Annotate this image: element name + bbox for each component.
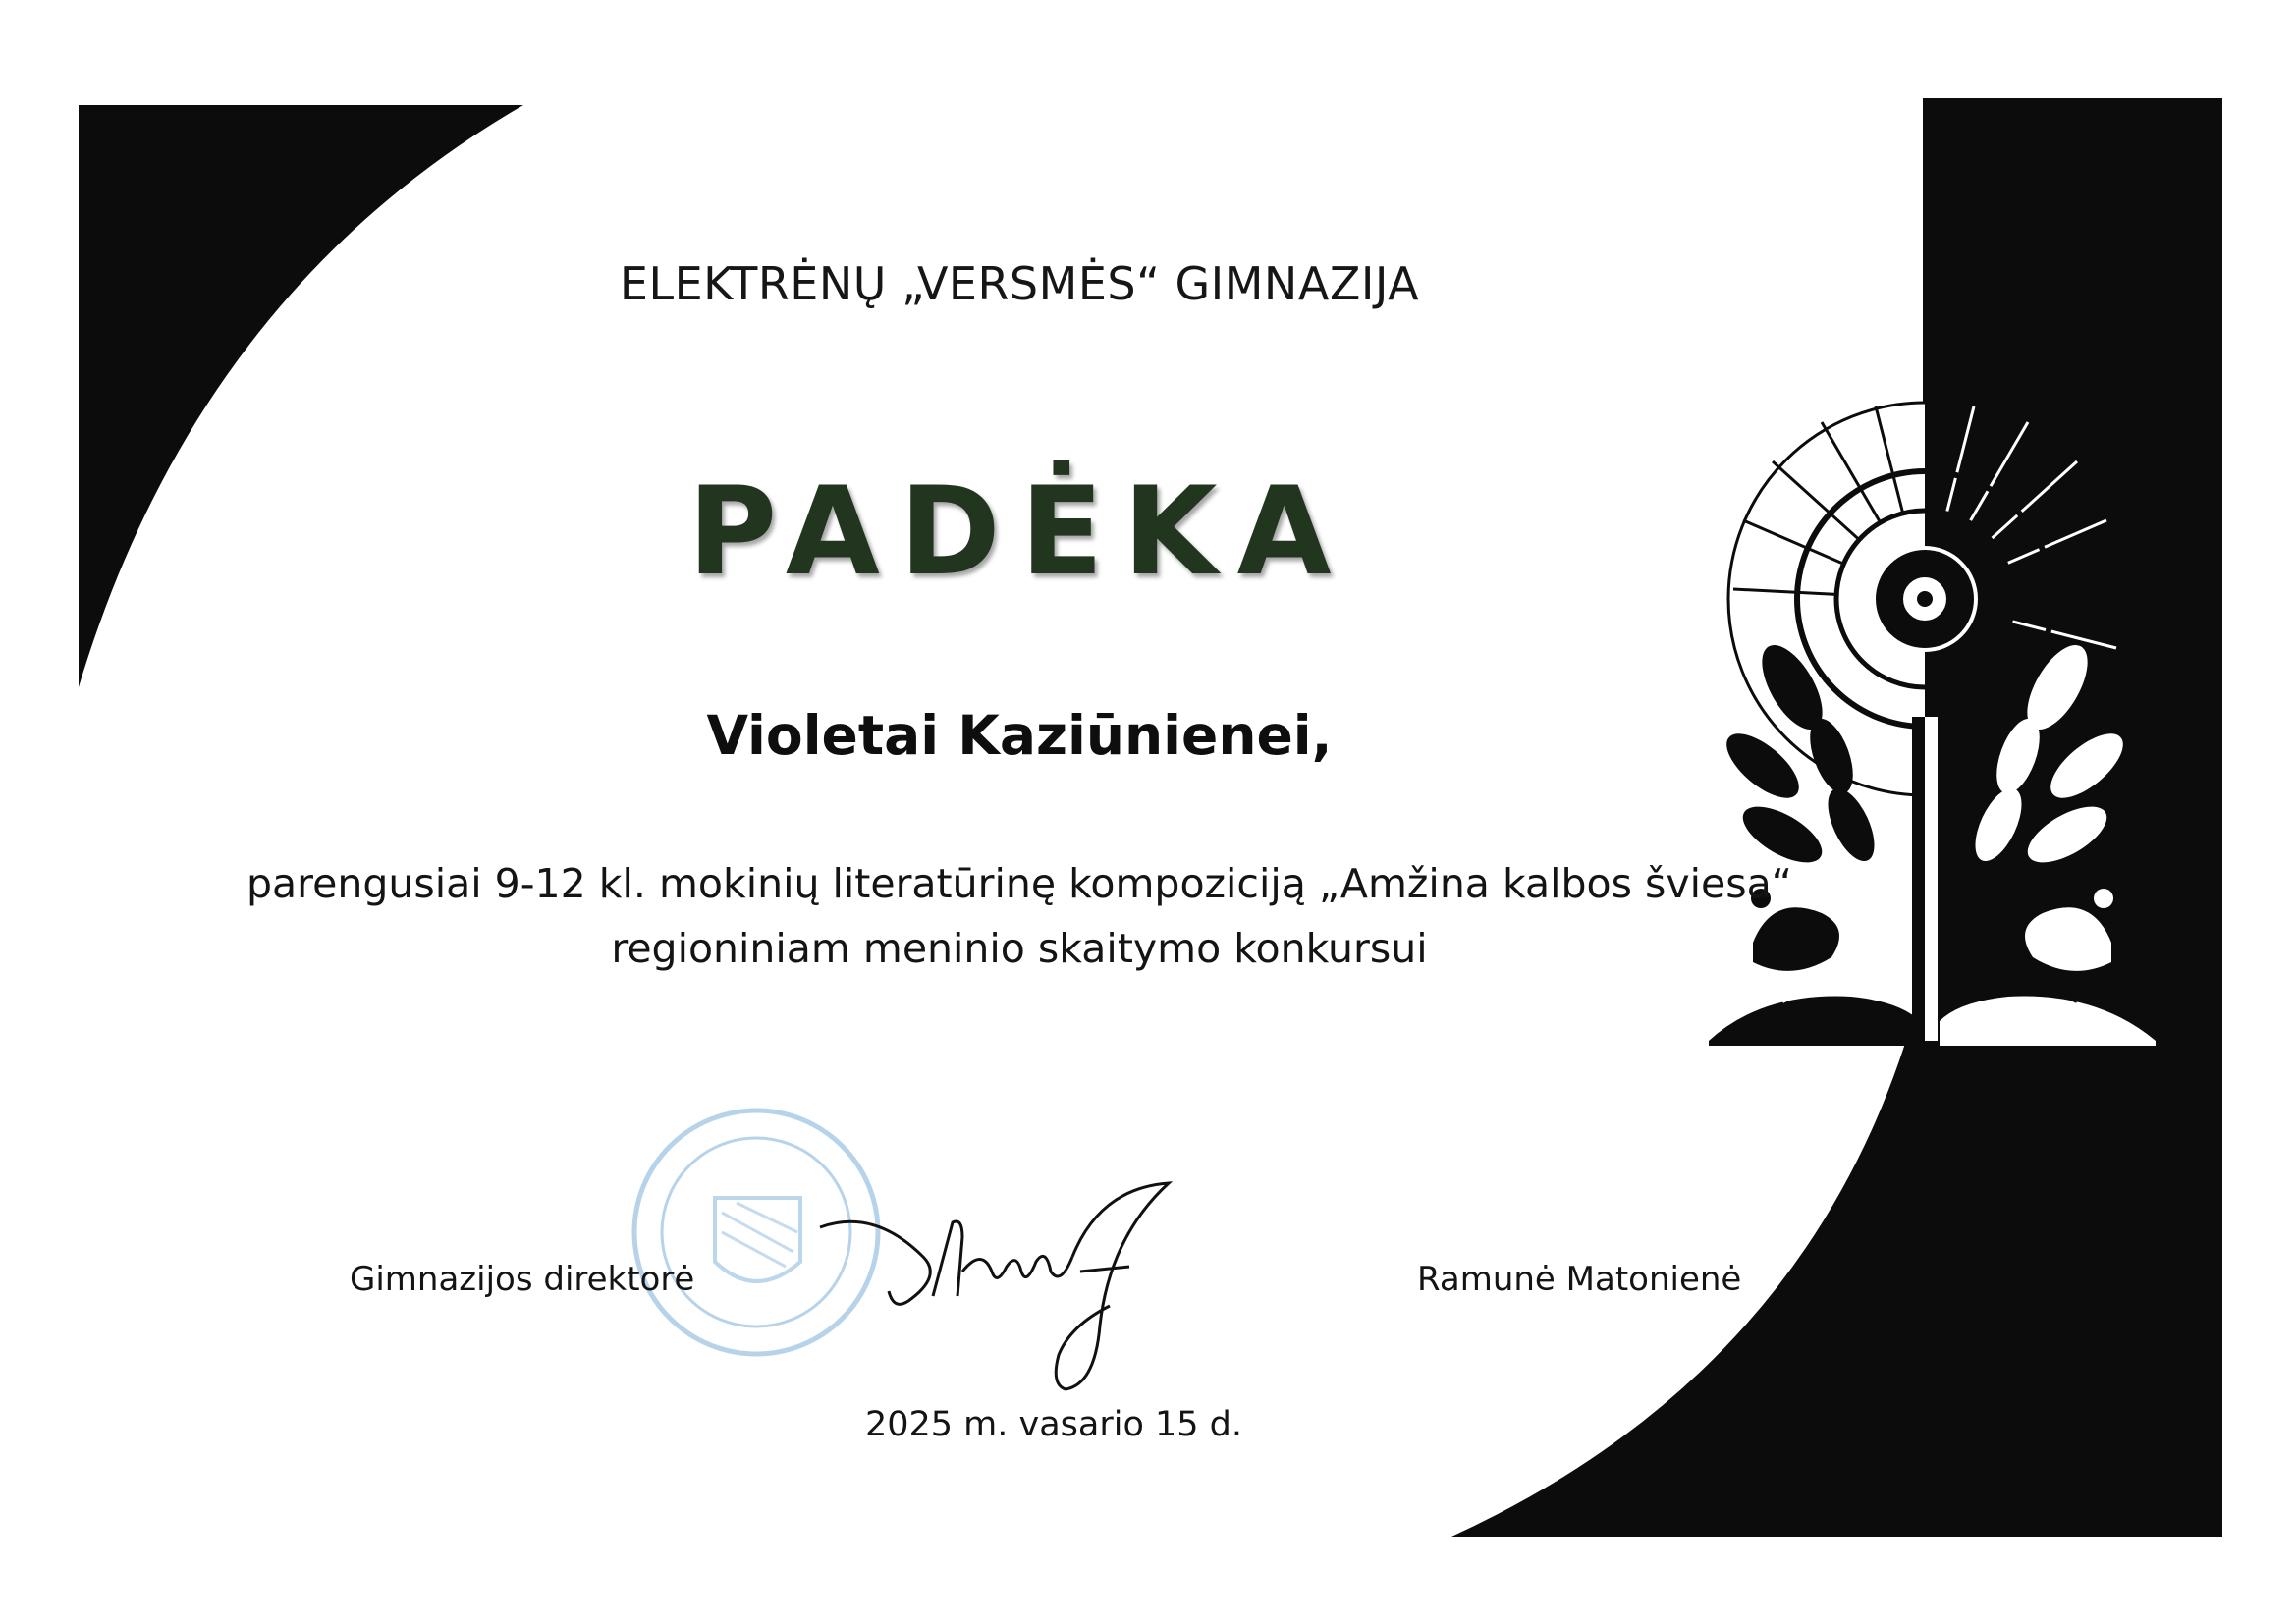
director-role: Gimnazijos direktorė (350, 1260, 695, 1299)
reason-line-1: parengusiai 9-12 kl. mokinių literatūrinę kompoziciją „Amžina kalbos šviesa“ (246, 860, 1792, 907)
recipient-name: Violetai Kaziūnienei, (706, 704, 1333, 767)
certificate-title: PADĖKA (687, 461, 1351, 603)
signature-icon (815, 1178, 1188, 1394)
school-name: ELEKTRĖNŲ „VERSMĖS“ GIMNAZIJA (619, 257, 1420, 310)
director-name: Ramunė Matonienė (1417, 1260, 1742, 1299)
reason-line-2: regioniniam meninio skaitymo konkursui (611, 925, 1428, 972)
issue-date: 2025 m. vasario 15 d. (864, 1405, 1243, 1444)
